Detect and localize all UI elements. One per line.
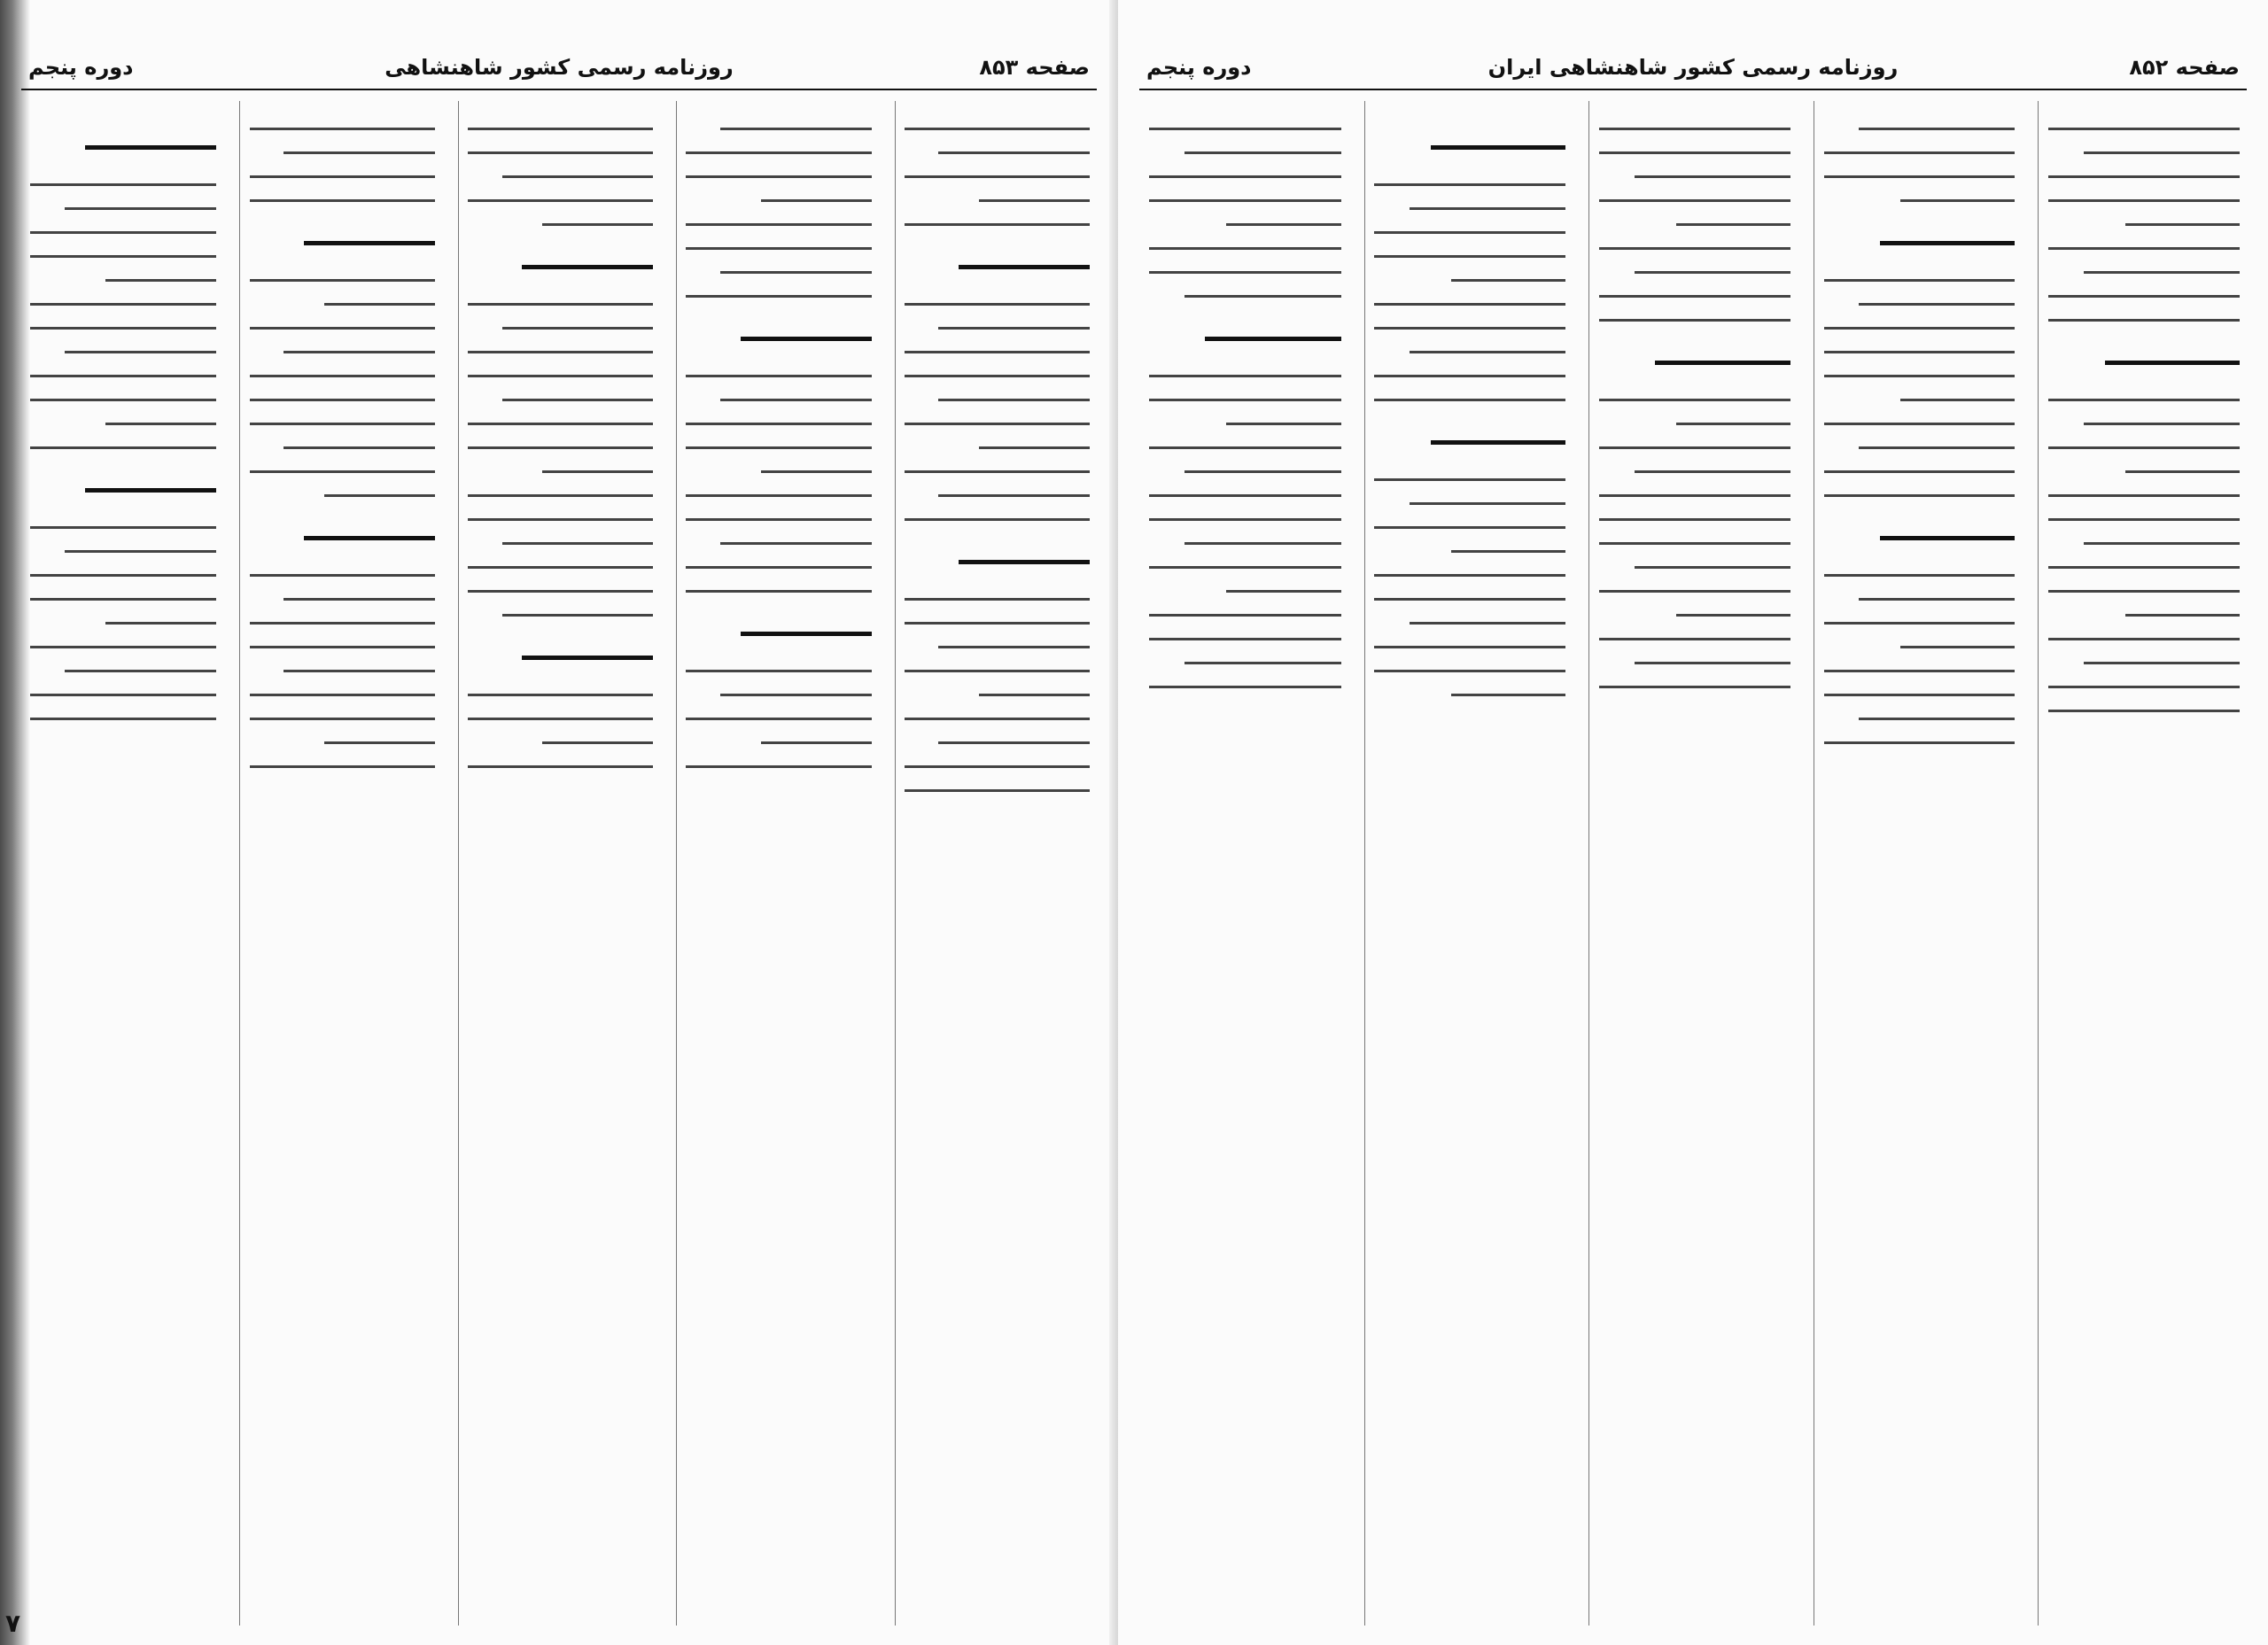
left-page-header xyxy=(21,51,1097,90)
left-header-center-text: روزنامه رسمی کشور شاهنشاهی xyxy=(384,55,734,80)
left-column-5 xyxy=(21,101,223,1626)
left-column-2 xyxy=(676,101,878,1626)
left-header-right-text: صفحه ۸۵۳ xyxy=(979,55,1090,80)
right-page-header xyxy=(1139,51,2247,90)
left-page-columns xyxy=(21,101,1097,1626)
left-column-1 xyxy=(895,101,1097,1626)
right-header-left-text: دوره پنجم xyxy=(1146,55,1252,80)
right-page-columns xyxy=(1139,101,2247,1626)
right-column-2 xyxy=(1814,101,2023,1626)
left-header-left-text: دوره پنجم xyxy=(28,55,134,80)
right-column-4 xyxy=(1364,101,1573,1626)
right-header-center-text: روزنامه رسمی کشور شاهنشاهی ایران xyxy=(1487,55,1899,80)
right-column-3 xyxy=(1588,101,1798,1626)
left-column-4 xyxy=(239,101,441,1626)
right-column-1 xyxy=(2038,101,2247,1626)
right-page xyxy=(1118,0,2268,1645)
page-corner-mark: ۷ xyxy=(5,1609,21,1638)
right-header-right-text: صفحه ۸۵۲ xyxy=(2129,55,2240,80)
left-page xyxy=(0,0,1118,1645)
right-column-5 xyxy=(1139,101,1348,1626)
left-column-3 xyxy=(458,101,660,1626)
